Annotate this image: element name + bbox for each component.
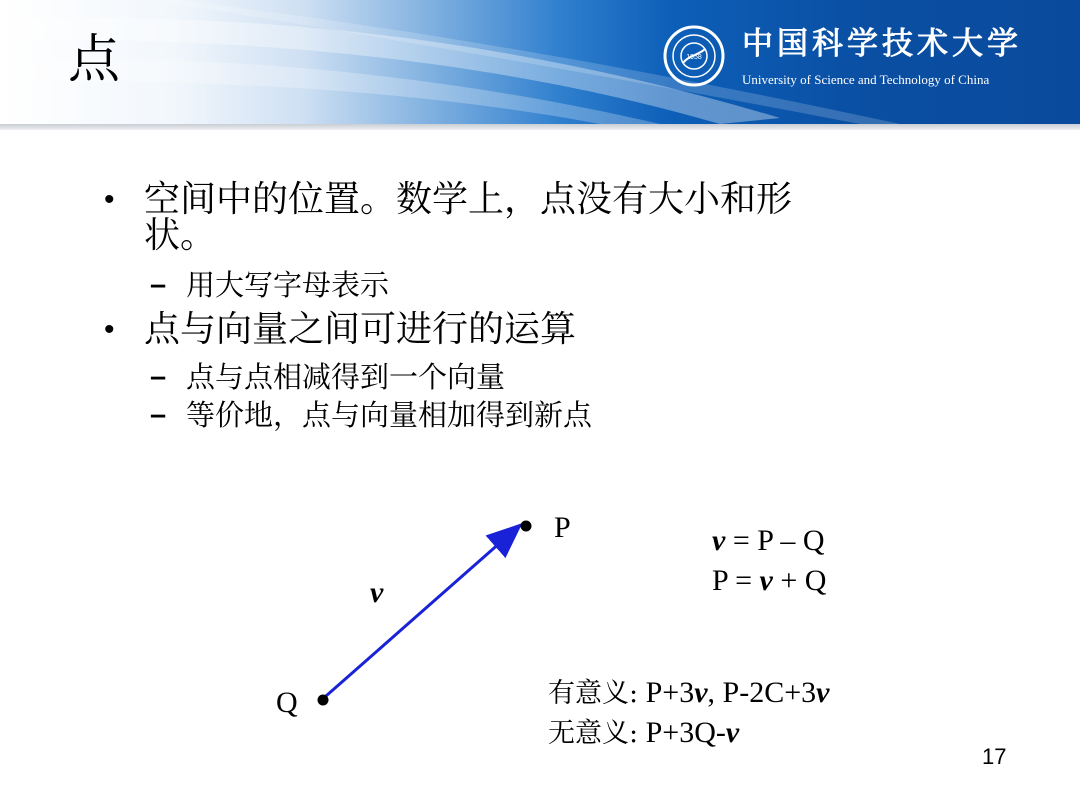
equation-vector-difference: v = P – Q	[712, 524, 825, 557]
meaningless-operations: 无意义: P+3Q-v	[548, 716, 740, 749]
sub-bullet-text: 等价地，点与向量相加得到新点	[186, 398, 593, 432]
bullet-marker: •	[104, 313, 115, 346]
point-p-label: P	[554, 511, 571, 544]
bullet-text: 空间中的位置。数学上，点没有大小和形	[144, 179, 793, 220]
svg-text:1958: 1958	[686, 54, 702, 61]
sub-bullet-dash: –	[150, 361, 167, 393]
bullet-text: 点与向量之间可进行的运算	[144, 309, 577, 350]
point-p-dot	[521, 521, 532, 532]
equation-point-sum: P = v + Q	[712, 564, 827, 597]
university-name-english: University of Science and Technology of China	[742, 72, 990, 87]
sub-bullet-dash: –	[150, 399, 167, 431]
vector-arrow	[326, 527, 518, 696]
point-q-label: Q	[276, 686, 298, 719]
point-q-dot	[318, 695, 329, 706]
bullet-text-continued: 状。	[144, 215, 217, 256]
bullet-marker: •	[104, 183, 115, 216]
page-number: 17	[982, 744, 1007, 769]
vector-label: v	[370, 576, 384, 609]
sub-bullet-text: 点与点相减得到一个向量	[186, 360, 506, 394]
university-name-chinese: 中国科学技术大学	[742, 26, 1022, 62]
slide-title: 点	[68, 30, 121, 90]
meaningful-operations: 有意义: P+3v, P-2C+3v	[548, 676, 830, 709]
sub-bullet-dash: –	[150, 269, 167, 301]
sub-bullet-text: 用大写字母表示	[186, 268, 390, 302]
